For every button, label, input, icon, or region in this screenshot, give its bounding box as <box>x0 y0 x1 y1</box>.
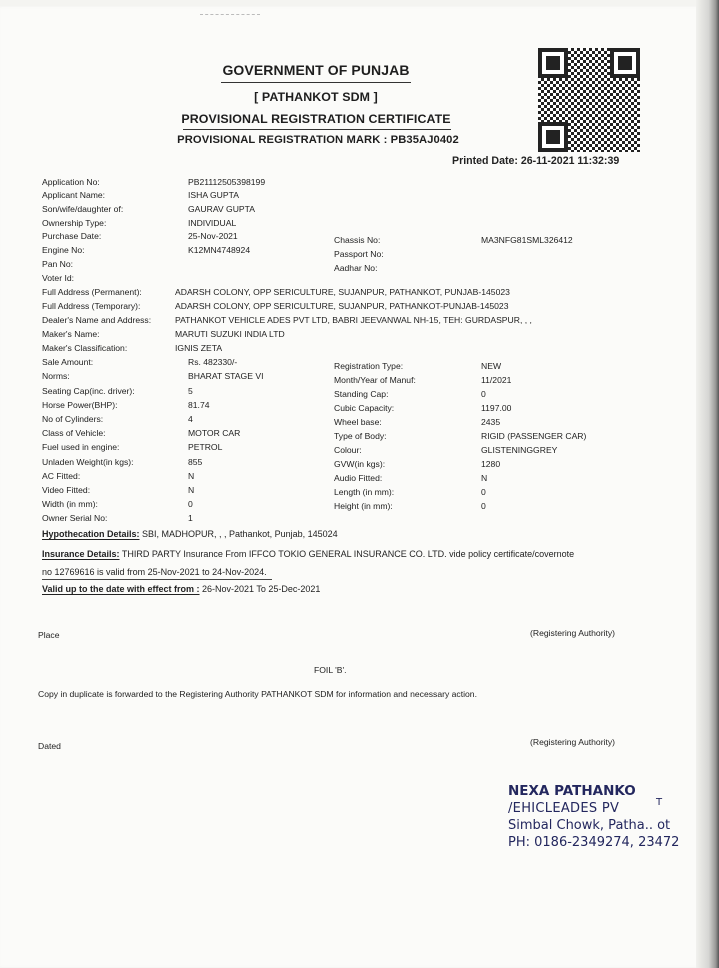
certificate-page <box>0 6 709 968</box>
norms-value: BHARAT STAGE VI <box>188 371 264 381</box>
video-fitted-label: Video Fitted: <box>42 485 91 495</box>
seating-cap-label: Seating Cap(inc. driver): <box>42 386 135 396</box>
stamp-line-4: PH: 0186-2349274, 23472 <box>508 835 680 850</box>
vehicle-class-value: MOTOR CAR <box>188 428 241 438</box>
video-fitted-value: N <box>188 485 195 495</box>
gvw-value: 1280 <box>481 459 501 469</box>
seating-cap-value: 5 <box>188 386 193 396</box>
unladen-weight-value: 855 <box>188 457 203 467</box>
classification-value: IGNIS ZETA <box>175 343 223 353</box>
ac-fitted-label: AC Fitted: <box>42 471 81 481</box>
aadhar-no-label: Aadhar No: <box>334 263 378 273</box>
month-year-value: 11/2021 <box>481 375 512 385</box>
wheel-base-value: 2435 <box>481 417 501 427</box>
classification-label: Maker's Classification: <box>42 343 128 353</box>
insurance-text: THIRD PARTY Insurance From IFFCO TOKIO GENERAL INSURANCE CO. LTD. vide policy certificate/covernote <box>121 549 575 559</box>
fuel-label: Fuel used in engine: <box>42 442 120 452</box>
applicant-name-value: ISHA GUPTA <box>188 190 239 200</box>
height-label: Height (in mm): <box>334 501 393 511</box>
registering-authority-bottom: (Registering Authority) <box>530 737 616 747</box>
wheel-base-label: Wheel base: <box>334 417 382 427</box>
width-label: Width (in mm): <box>42 499 98 509</box>
purchase-date-value: 25-Nov-2021 <box>188 231 238 241</box>
validity-label: Valid up to the date with effect from : <box>42 584 200 594</box>
fuel-value: PETROL <box>188 442 223 452</box>
page-edge-shadow <box>696 0 719 968</box>
purchase-date-label: Purchase Date: <box>42 231 102 241</box>
validity-text: 26-Nov-2021 To 25-Dec-2021 <box>202 584 321 594</box>
maker-value: MARUTI SUZUKI INDIA LTD <box>175 329 285 339</box>
length-label: Length (in mm): <box>334 487 395 497</box>
chassis-no-label: Chassis No: <box>334 235 381 245</box>
government-title: GOVERNMENT OF PUNJAB <box>222 62 410 78</box>
qr-code-icon <box>538 48 640 152</box>
hypothecation-text: SBI, MADHOPUR, , , Pathankot, Punjab, 145024 <box>142 529 338 539</box>
audio-fitted-value: N <box>481 473 488 483</box>
chassis-no-value: MA3NFG81SML326412 <box>481 235 573 245</box>
place-label: Place <box>38 630 60 640</box>
horse-power-label: Horse Power(BHP): <box>42 400 118 410</box>
stamp-line-2: /EHICLEADES PV <box>508 801 620 816</box>
applicant-name-label: Applicant Name: <box>42 190 106 200</box>
insurance-details <box>42 549 574 559</box>
insurance-label: Insurance Details: <box>42 549 120 559</box>
registration-type-label: Registration Type: <box>334 361 404 371</box>
unladen-weight-label: Unladen Weight(in kgs): <box>42 457 134 467</box>
application-no-label: Application No: <box>42 177 100 187</box>
address-permanent-value: ADARSH COLONY, OPP SERICULTURE, SUJANPUR, PATHANKOT, PUNJAB-145023 <box>175 287 510 297</box>
address-temporary-value: ADARSH COLONY, OPP SERICULTURE, SUJANPUR, PATHANKOT-PUNJAB-145023 <box>175 301 509 311</box>
maker-label: Maker's Name: <box>42 329 100 339</box>
colour-value: GLISTENINGGREY <box>481 445 558 455</box>
validity-details <box>42 584 320 594</box>
dealer-value: PATHANKOT VEHICLE ADES PVT LTD, BABRI JEEVANWAL NH-15, TEH: GURDASPUR, , , <box>175 315 532 325</box>
length-value: 0 <box>481 487 486 497</box>
standing-cap-label: Standing Cap: <box>334 389 389 399</box>
office-title: [ PATHANKOT SDM ] <box>254 90 378 104</box>
passport-no-label: Passport No: <box>334 249 384 259</box>
registration-mark: PROVISIONAL REGISTRATION MARK : PB35AJ0402 <box>177 134 459 146</box>
dated-label: Dated <box>38 741 61 751</box>
insurance-policy-line: no 12769616 is valid from 25-Nov-2021 to 24-Nov-2024. <box>42 567 267 577</box>
horse-power-value: 81.74 <box>188 400 210 410</box>
address-permanent-label: Full Address (Permanent): <box>42 287 142 297</box>
gvw-label: GVW(in kgs): <box>334 459 386 469</box>
hypothecation-label: Hypothecation Details: <box>42 529 140 539</box>
voter-id-label: Voter Id: <box>42 273 75 283</box>
page-top-dashes <box>200 14 260 15</box>
printed-date: Printed Date: 26-11-2021 11:32:39 <box>452 155 620 167</box>
pan-no-label: Pan No: <box>42 259 74 269</box>
sale-amount-label: Sale Amount: <box>42 357 94 367</box>
body-type-value: RIGID (PASSENGER CAR) <box>481 431 587 441</box>
ownership-type-label: Ownership Type: <box>42 218 107 228</box>
cylinders-value: 4 <box>188 414 193 424</box>
engine-no-label: Engine No: <box>42 245 85 255</box>
owner-serial-value: 1 <box>188 513 193 523</box>
relation-value: GAURAV GUPTA <box>188 204 256 214</box>
width-value: 0 <box>188 499 193 509</box>
owner-serial-label: Owner Serial No: <box>42 513 108 523</box>
application-no-value: PB21112505398199 <box>188 177 266 187</box>
insurance-policy-underline <box>42 579 272 580</box>
copy-note: Copy in duplicate is forwarded to the Registering Authority PATHANKOT SDM for information and necessary action. <box>38 689 477 699</box>
norms-label: Norms: <box>42 371 70 381</box>
cubic-capacity-value: 1197.00 <box>481 403 512 413</box>
registration-type-value: NEW <box>481 361 502 371</box>
sale-amount-value: Rs. 482330/- <box>188 357 238 367</box>
address-temporary-label: Full Address (Temporary): <box>42 301 141 311</box>
cubic-capacity-label: Cubic Capacity: <box>334 403 395 413</box>
ac-fitted-value: N <box>188 471 195 481</box>
colour-label: Colour: <box>334 445 362 455</box>
stamp-line-2-tail: T <box>656 797 663 808</box>
stamp-line-3: Simbal Chowk, Patha.. ot <box>508 818 671 833</box>
certificate-title-underline <box>183 129 451 130</box>
audio-fitted-label: Audio Fitted: <box>334 473 383 483</box>
ownership-type-value: INDIVIDUAL <box>188 218 237 228</box>
foil-label: FOIL 'B'. <box>314 665 347 675</box>
vehicle-class-label: Class of Vehicle: <box>42 428 106 438</box>
height-value: 0 <box>481 501 486 511</box>
registering-authority-top: (Registering Authority) <box>530 628 616 638</box>
certificate-title: PROVISIONAL REGISTRATION CERTIFICATE <box>181 112 451 126</box>
title-underline <box>221 82 411 83</box>
engine-no-value: K12MN4748924 <box>188 245 251 255</box>
stamp-line-1: NEXA PATHANKO <box>508 783 636 799</box>
dealer-label: Dealer's Name and Address: <box>42 315 152 325</box>
hypothecation-details <box>42 529 338 539</box>
cylinders-label: No of Cylinders: <box>42 414 104 424</box>
standing-cap-value: 0 <box>481 389 486 399</box>
month-year-label: Month/Year of Manuf: <box>334 375 416 385</box>
relation-label: Son/wife/daughter of: <box>42 204 124 214</box>
body-type-label: Type of Body: <box>334 431 387 441</box>
